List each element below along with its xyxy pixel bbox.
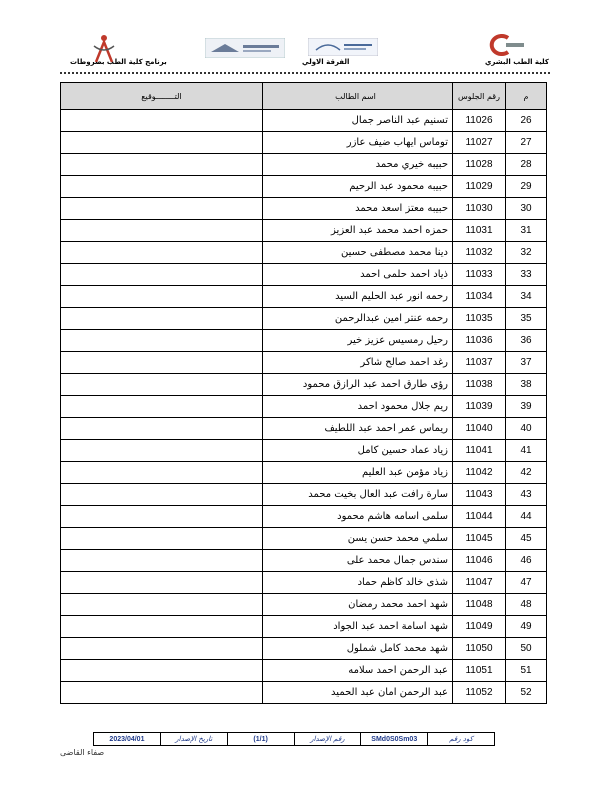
seat-number: 11028 (453, 154, 506, 176)
issue-date-value: 2023/04/01 (109, 735, 145, 743)
row-number: 32 (506, 242, 547, 264)
seat-number: 11031 (453, 220, 506, 242)
col-header-student-name: اسم الطالب (263, 83, 453, 110)
student-name: رغد احمد صالح شاكر (263, 352, 453, 374)
signature-cell (61, 616, 263, 638)
signature-cell (61, 572, 263, 594)
student-name: عبد الرحمن امان عبد الحميد (263, 682, 453, 704)
table-row (61, 396, 547, 418)
signature-cell (61, 154, 263, 176)
header-divider (60, 72, 550, 80)
seat-number: 11051 (453, 660, 506, 682)
seat-number: 11048 (453, 594, 506, 616)
table-row (61, 462, 547, 484)
table-row (61, 638, 547, 660)
row-number: 30 (506, 198, 547, 220)
row-number: 49 (506, 616, 547, 638)
student-name: شذى خالد كاظم حماد (263, 572, 453, 594)
signature-cell (61, 176, 263, 198)
row-number: 44 (506, 506, 547, 528)
seat-number: 11026 (453, 110, 506, 132)
row-number: 28 (506, 154, 547, 176)
table-row (61, 198, 547, 220)
row-number: 45 (506, 528, 547, 550)
seat-number: 11032 (453, 242, 506, 264)
student-name: توماس ايهاب ضيف عازر (263, 132, 453, 154)
table-row (61, 132, 547, 154)
table-row (61, 220, 547, 242)
seat-number: 11049 (453, 616, 506, 638)
signature-cell (61, 330, 263, 352)
table-row (61, 550, 547, 572)
row-number: 41 (506, 440, 547, 462)
student-name: تسنيم عبد الناصر جمال (263, 110, 453, 132)
table-row (61, 110, 547, 132)
issue-number-value: (1/1) (253, 735, 268, 743)
signature-cell (61, 132, 263, 154)
row-number: 42 (506, 462, 547, 484)
seat-number: 11030 (453, 198, 506, 220)
student-name: ريماس عمر احمد عبد اللطيف (263, 418, 453, 440)
signature-cell (61, 242, 263, 264)
row-number: 48 (506, 594, 547, 616)
issue-date-label: تاريخ الإصدار (175, 735, 213, 743)
student-roster-table (60, 82, 547, 704)
signature-cell (61, 308, 263, 330)
signature-cell (61, 638, 263, 660)
col-header-number: م (506, 83, 547, 110)
row-number: 26 (506, 110, 547, 132)
row-number: 51 (506, 660, 547, 682)
table-row (61, 264, 547, 286)
seat-number: 11027 (453, 132, 506, 154)
table-row (61, 154, 547, 176)
student-name: ذياد احمد حلمى احمد (263, 264, 453, 286)
row-number: 34 (506, 286, 547, 308)
student-name: شهد اسامة احمد عبد الجواد (263, 616, 453, 638)
signature-cell (61, 352, 263, 374)
college-name: كلية الطب البشري (485, 58, 549, 66)
student-name: رؤى طارق احمد عبد الرازق محمود (263, 374, 453, 396)
table-row (61, 352, 547, 374)
student-name: عبد الرحمن احمد سلامه (263, 660, 453, 682)
student-name: رحيل رمسيس عزيز خير (263, 330, 453, 352)
row-number: 47 (506, 572, 547, 594)
student-name: حبيبه خيري محمد (263, 154, 453, 176)
signature-cell (61, 462, 263, 484)
row-number: 37 (506, 352, 547, 374)
signature-cell (61, 528, 263, 550)
page-header (0, 28, 612, 78)
row-number: 27 (506, 132, 547, 154)
row-number: 43 (506, 484, 547, 506)
row-number: 50 (506, 638, 547, 660)
signature-cell (61, 660, 263, 682)
student-name: سلمى اسامه هاشم محمود (263, 506, 453, 528)
university-logo-icon (205, 38, 285, 58)
seat-number: 11045 (453, 528, 506, 550)
table-row (61, 506, 547, 528)
col-header-seat-number: رقم الجلوس (453, 83, 506, 110)
student-name: حبيبه معتز اسعد محمد (263, 198, 453, 220)
student-name: شهد احمد محمد رمضان (263, 594, 453, 616)
document-footer (93, 732, 495, 746)
preparer-signature: صفاء القاضى (60, 748, 105, 757)
seat-number: 11047 (453, 572, 506, 594)
row-number: 52 (506, 682, 547, 704)
student-name: رحمه عنتر امين عبدالرحمن (263, 308, 453, 330)
student-name: زياد مؤمن عبد العليم (263, 462, 453, 484)
row-number: 29 (506, 176, 547, 198)
seat-number: 11038 (453, 374, 506, 396)
table-row (61, 308, 547, 330)
student-name: سندس جمال محمد على (263, 550, 453, 572)
seat-number: 11035 (453, 308, 506, 330)
seat-number: 11033 (453, 264, 506, 286)
row-number: 38 (506, 374, 547, 396)
table-row (61, 682, 547, 704)
table-header-row (61, 83, 547, 110)
seat-number: 11034 (453, 286, 506, 308)
student-name: رحمه انور عبد الحليم السيد (263, 286, 453, 308)
table-row (61, 418, 547, 440)
program-name: برنامج كلية الطب بصروطات (70, 58, 167, 66)
row-number: 33 (506, 264, 547, 286)
student-name: زياد عماد حسين كامل (263, 440, 453, 462)
college-logo-icon (478, 34, 526, 56)
seat-number: 11046 (453, 550, 506, 572)
signature-cell (61, 682, 263, 704)
table-row (61, 528, 547, 550)
signature-cell (61, 286, 263, 308)
row-number: 39 (506, 396, 547, 418)
signature-cell (61, 506, 263, 528)
signature-cell (61, 198, 263, 220)
institution-logo-icon (308, 38, 378, 56)
signature-cell (61, 484, 263, 506)
student-name: شهد محمد كامل شملول (263, 638, 453, 660)
seat-number: 11029 (453, 176, 506, 198)
student-name: حبيبه محمود عبد الرحيم (263, 176, 453, 198)
seat-number: 11052 (453, 682, 506, 704)
seat-number: 11043 (453, 484, 506, 506)
row-number: 40 (506, 418, 547, 440)
student-name: دينا محمد مصطفى حسين (263, 242, 453, 264)
signature-cell (61, 220, 263, 242)
table-row (61, 572, 547, 594)
table-row (61, 242, 547, 264)
table-row (61, 484, 547, 506)
seat-number: 11050 (453, 638, 506, 660)
table-row (61, 616, 547, 638)
row-number: 46 (506, 550, 547, 572)
seat-number: 11041 (453, 440, 506, 462)
signature-cell (61, 264, 263, 286)
signature-cell (61, 396, 263, 418)
table-row (61, 330, 547, 352)
signature-cell (61, 594, 263, 616)
seat-number: 11042 (453, 462, 506, 484)
table-row (61, 374, 547, 396)
row-number: 31 (506, 220, 547, 242)
student-name: ريم جلال محمود احمد (263, 396, 453, 418)
code-label: كود رقم (449, 735, 473, 743)
signature-cell (61, 374, 263, 396)
col-header-signature: التــــــــوقيع (61, 83, 263, 110)
table-row (61, 594, 547, 616)
row-number: 35 (506, 308, 547, 330)
seat-number: 11037 (453, 352, 506, 374)
issue-number-label: رقم الإصدار (310, 735, 345, 743)
signature-cell (61, 550, 263, 572)
row-number: 36 (506, 330, 547, 352)
table-row (61, 660, 547, 682)
table-row (61, 286, 547, 308)
code-value: SMd0S0Sm03 (371, 735, 418, 743)
student-name: سارة رافت عبد العال بخيت محمد (263, 484, 453, 506)
signature-cell (61, 418, 263, 440)
table-row (61, 440, 547, 462)
student-name: سلمي محمد حسن يسن (263, 528, 453, 550)
signature-cell (61, 440, 263, 462)
academic-year: الفرقة الاولي (302, 58, 350, 66)
seat-number: 11044 (453, 506, 506, 528)
student-name: حمزه احمد محمد عبد العزيز (263, 220, 453, 242)
table-row (61, 176, 547, 198)
signature-cell (61, 110, 263, 132)
seat-number: 11040 (453, 418, 506, 440)
seat-number: 11036 (453, 330, 506, 352)
seat-number: 11039 (453, 396, 506, 418)
